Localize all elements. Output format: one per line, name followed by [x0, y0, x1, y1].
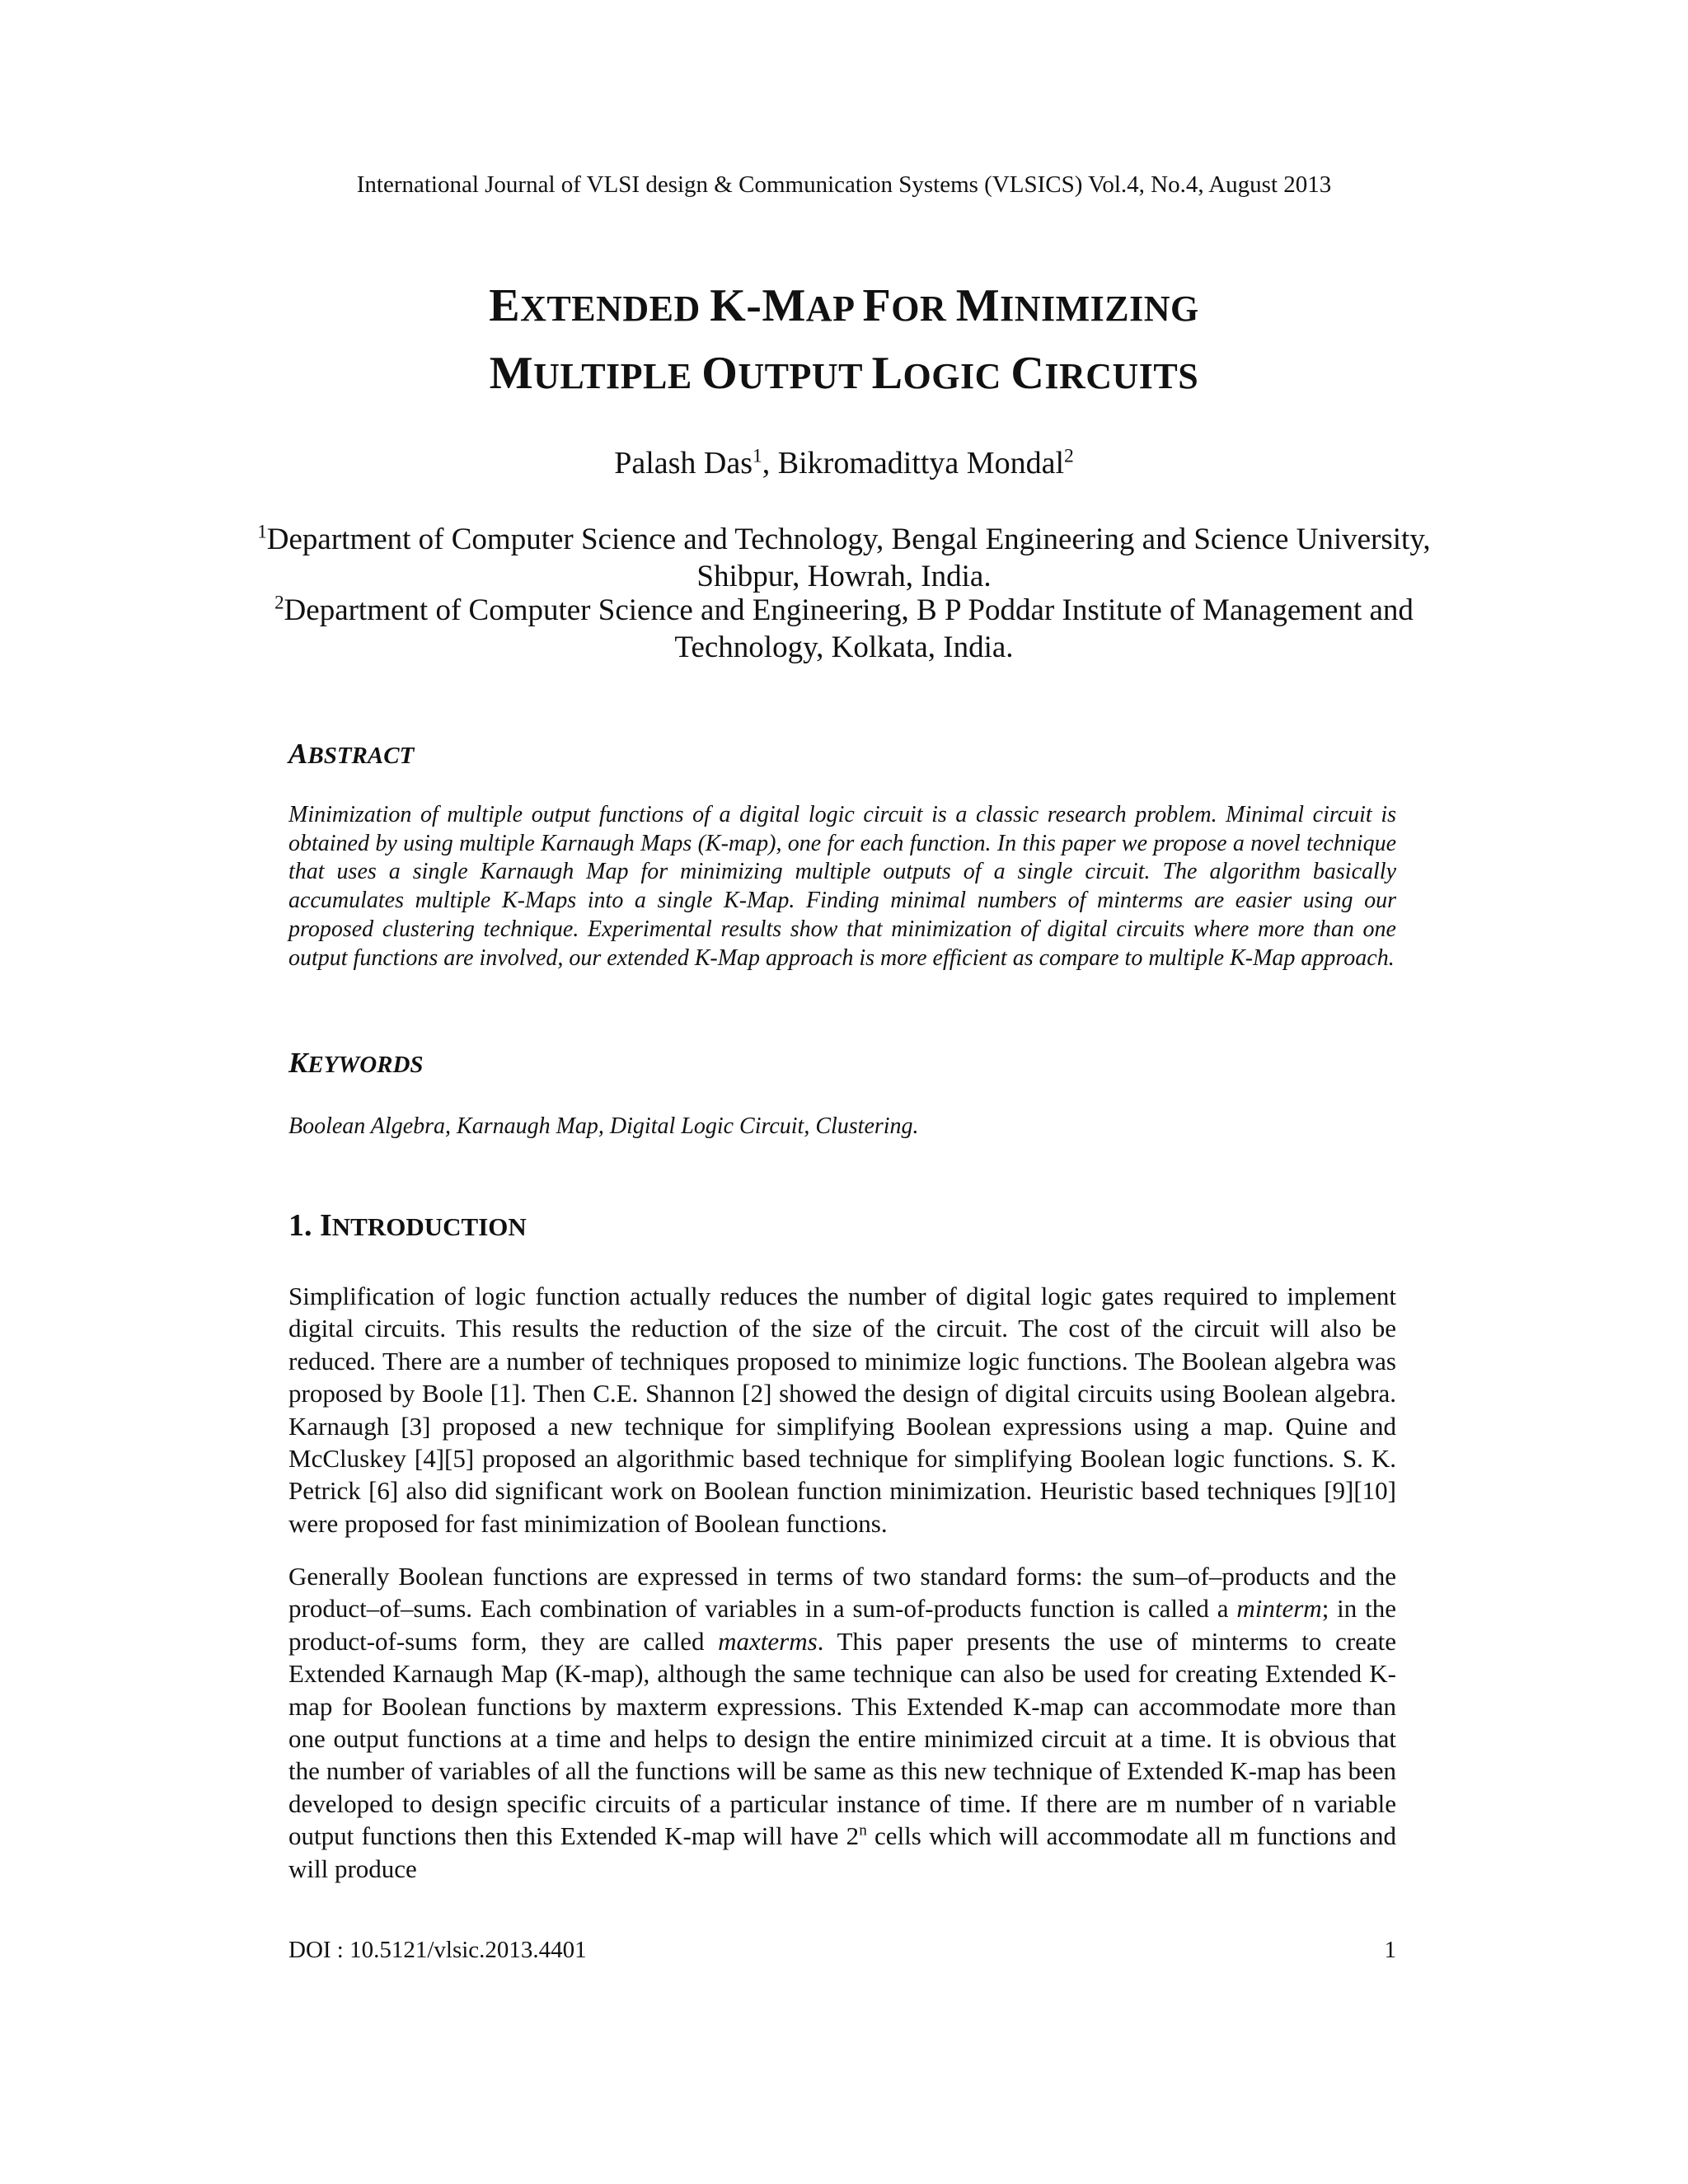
heading-initial: K — [288, 1047, 308, 1079]
text-run: ; in the product-of-sums form, they are called — [288, 1594, 1396, 1656]
title-part: XTENDED — [520, 288, 710, 329]
affiliation-mark: 2 — [274, 592, 284, 613]
title-part: O — [701, 348, 738, 399]
author-affil-mark: 1 — [753, 445, 762, 467]
author-list — [0, 445, 1688, 481]
introduction-heading — [288, 1207, 527, 1244]
term-minterm: minterm — [1236, 1594, 1322, 1624]
author-separator: , — [762, 446, 778, 480]
heading-initial: A — [288, 738, 308, 770]
affiliation-mark: 1 — [257, 521, 267, 542]
text-run: Generally Boolean functions are expressed in terms of two standard forms: the sum–of–products and the product–of–sums. Each combination of variables in a sum-of-products function is called a — [288, 1562, 1396, 1624]
heading-rest: NTRODUCTION — [331, 1212, 527, 1241]
affiliation-text: Department of Computer Science and Engineering, B P Poddar Institute of Management and Technology, Kolkata, India. — [284, 593, 1414, 664]
heading-rest: EYWORDS — [307, 1052, 424, 1078]
author-name: Bikromadittya Mondal — [777, 446, 1065, 480]
affiliation-1 — [247, 521, 1441, 595]
text-run: . This paper presents the use of minterms to create Extended Karnaugh Map (K-map), although the same technique can also be used for creating Extended K-map for Boolean functions by maxterm expressions. This Extended K-map can accommodate more than one output functions at a time and helps to design the entire minimized circuit at a time. It is obvious that the number of variables of all the functions will be same as this new technique of Extended K-map has been developed to design specific circuits of a particular instance of time. If there are m number of n variable output functions then this Extended K-map will have 2 — [288, 1626, 1396, 1851]
title-part: F — [862, 280, 892, 331]
affiliation-2 — [247, 592, 1441, 666]
title-part: IRCUITS — [1044, 356, 1199, 396]
title-part: E — [489, 280, 521, 331]
heading-rest: BSTRACT — [307, 743, 415, 769]
title-part: M — [955, 280, 1001, 331]
title-part: ULTIPLE — [533, 356, 702, 396]
keywords-text: Boolean Algebra, Karnaugh Map, Digital Logic Circuit, Clustering. — [288, 1113, 919, 1139]
title-part: L — [871, 348, 903, 399]
heading-initial: 1. I — [288, 1208, 332, 1243]
term-maxterms: maxterms — [718, 1626, 818, 1656]
introduction-paragraph-2 — [288, 1560, 1396, 1885]
title-line-1 — [0, 274, 1688, 341]
title-part: OGIC — [903, 356, 1011, 396]
title-part: OR — [891, 288, 956, 329]
title-part: UTPUT — [738, 356, 872, 396]
introduction-paragraph-1: Simplification of logic function actually reduces the number of digital logic gates required to implement digital circuits. This results the reduction of the size of the circuit. The cost of the circuit will also be reduced. There are a number of techniques proposed to minimize logic functions. The Boolean algebra was proposed by Boole [1]. Then C.E. Shannon [2] showed the design of digital circuits using Boolean algebra. Karnaugh [3] proposed a new technique for simplifying Boolean expressions using a map. Quine and McCluskey [4][5] proposed an algorithmic based technique for simplifying Boolean logic functions. S. K. Petrick [6] also did significant work on Boolean function minimization. Heuristic based techniques [9][10] were proposed for fast minimization of Boolean functions. — [288, 1282, 1396, 1538]
title-part: AP — [805, 288, 863, 329]
footer-doi: DOI : 10.5121/vlsic.2013.4401 — [288, 1937, 587, 1963]
title-part: K-M — [710, 280, 806, 331]
abstract-heading — [288, 738, 414, 771]
author-name: Palash Das — [614, 446, 753, 480]
running-head: International Journal of VLSI design & Communication Systems (VLSICS) Vol.4, No.4, August 2013 — [356, 171, 1332, 198]
exponent: n — [859, 1821, 867, 1840]
affiliation-text: Department of Computer Science and Technology, Bengal Engineering and Science University, Shibpur, Howrah, India. — [266, 523, 1431, 593]
text-run: cells which will accommodate all m functions and will produce — [288, 1821, 1396, 1883]
title-part: M — [489, 348, 534, 399]
abstract-text: Minimization of multiple output functions of a digital logic circuit is a classic research problem. Minimal circuit is obtained by using multiple Karnaugh Maps (K-map), one for each function. In this paper we propose a novel technique that uses a single Karnaugh Map for minimizing multiple outputs of a single circuit. The algorithm basically accumulates multiple K-Maps into a single K-Map. Finding minimal numbers of minterms are easier using our proposed clustering technique. Experimental results show that minimization of digital circuits where more than one output functions are involved, our extended K-Map approach is more efficient as compare to multiple K-Map approach. — [288, 802, 1396, 971]
title-part: C — [1010, 348, 1045, 399]
keywords-heading — [288, 1047, 424, 1080]
title-line-2 — [0, 341, 1688, 409]
title-part: INIMIZING — [1000, 288, 1199, 329]
author-affil-mark: 2 — [1064, 445, 1074, 467]
page-number: 1 — [1384, 1937, 1396, 1963]
paper-title — [0, 274, 1688, 409]
